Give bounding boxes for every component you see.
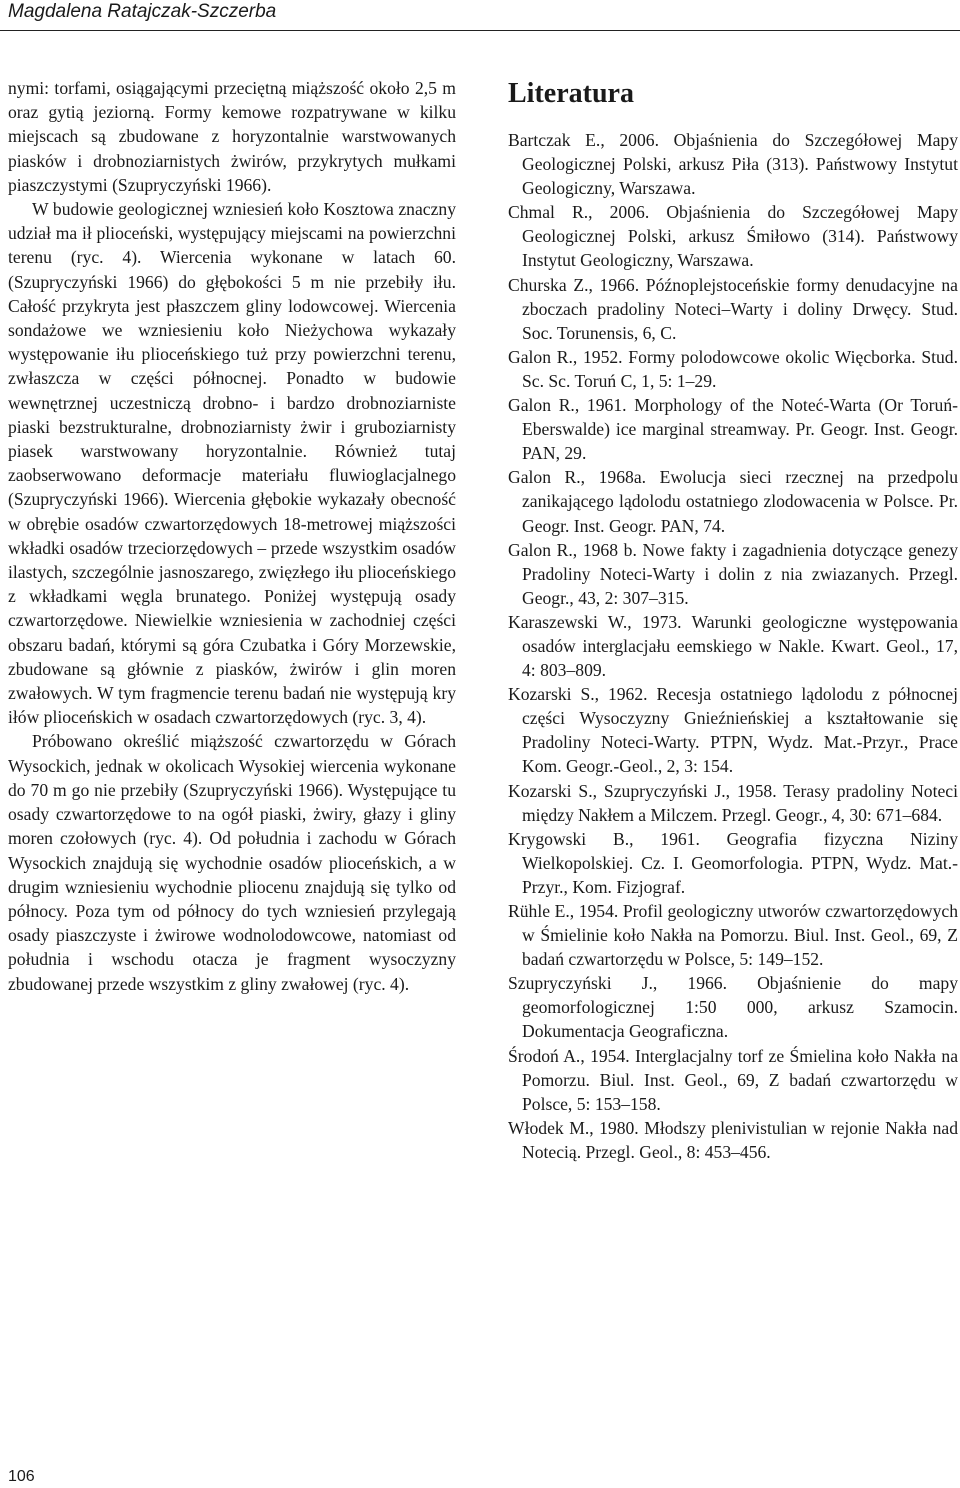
reference-item: Karaszewski W., 1973. Warunki geologiczne występowania osadów interglacjału eemskiego w Nakle. Kwart. Geol., 17, 4: 803–809. <box>508 611 958 681</box>
reference-item: Bartczak E., 2006. Objaśnienia do Szczegółowej Mapy Geologicznej Polski, arkusz Piła (313). Państwowy Instytut Geologiczny, Warszawa. <box>508 130 958 199</box>
reference-item: Środoń A., 1954. Interglacjalny torf ze Śmielina koło Nakła na Pomorzu. Biul. Inst. Geol., 69, Z badań czwartorzędu w Polsce, 5: 153–158. <box>508 1045 958 1114</box>
reference-item: Szupryczyński J., 1966. Objaśnienie do mapy geomorfologicznej 1:50 000, arkusz Szamocin. Dokumentacja Geograficzna. <box>508 973 958 1042</box>
body-paragraph: W budowie geologicznej wzniesień koło Kosztowa znaczny udział ma ił plioceński, występujący miejscami na powierzchni terenu (ryc. 4). Wiercenia wykonane w latach 60. (Szupryczyński 1966) do głębokości 5 m nie przebiły iłu. Całość przykryta jest płaszczem gliny lodowcowej. Wiercenia sondażowe we wzniesieniu koło Nieżychowa wykazały występowanie iłu plioceńskiego tuż przy powierzchni terenu, zwłaszcza w części północnej. Ponadto w budowie wewnętrznej uczestniczą drobno- i bardzo drobnoziarniste piaski bezstrukturalne, drobnoziarnisty żwir i gruboziarnisty piasek warstwowany horyzontalnie. Również tutaj zaobserwowano deformacje materiału fluwioglacjalnego (Szupryczyński 1966). Wiercenia głębokie wykazały obecność w obrębie osadów czwartorzędowych 18-metrowej miąższości wkładki osadów trzeciorzędowych – przede wszystkim osadów ilastych, szczególnie jasnoszarego, zwięzłego iłu plioceńskiego z wkładkami węgla brunatego. Poniżej występują osady czwartorzędowe. Niewielkie wzniesienia w zachodniej części obszaru badań, którymi są góra Czubatka i Góry Morzewskie, zbudowane są głównie z piasków, żwirów i glin moren zwałowych. W tym fragmencie terenu badań nie występują kry iłów plioceńskich w osadach czwartorzędowych (ryc. 3, 4). <box>8 199 456 728</box>
reference-item: Włodek M., 1980. Młodszy plenivistulian w rejonie Nakła nad Notecią. Przegl. Geol., 8: 453–456. <box>508 1117 958 1162</box>
reference-item: Krygowski B., 1961. Geografia fizyczna Niziny Wielkopolskiej. Cz. I. Geomorfologia. PTPN, Wydz. Mat.-Przyr., Kom. Fizjograf. <box>508 828 958 897</box>
reference-item: Churska Z., 1966. Późnoplejstoceńskie formy denudacyjne na zboczach pradoliny Noteci–Warty i doliny Drwęcy. Stud. Soc. Torunensis, 6, C. <box>508 274 958 343</box>
body-paragraph: Próbowano określić miąższość czwartorzędu w Górach Wysockich, jednak w okolicach Wysokiej wiercenia wykonane do 70 m go nie przebiły (Szupryczyński 1966). Występujące tu osady czwartorzędowe to na ogół piaski, żwiry, głazy i gliny moren czołowych (ryc. 4). Od południa i zachodu w Górach Wysockich znajdują się wychodnie osadów plioceńskich, a w drugim wzniesieniu wychodnie pliocenu znajdują się tylko od północy. Poza tym od północy do tych wzniesień przylegają osady piaszczyste i żwirowe wodnolodowcowe, natomiast od południa i wschodu otacza je fragment wysoczyzny zbudowanej przede wszystkim z gliny zwałowej (ryc. 4). <box>8 731 456 994</box>
header-rule <box>0 30 960 31</box>
reference-item: Kozarski S., 1962. Recesja ostatniego lądolodu z północnej części Wysoczyzny Gnieźnieńskiej a kształtowanie się Pradoliny Noteci-Warty. PTPN, Wydz. Mat.-Przyr., Prace Kom. Geogr.-Geol., 2, 3: 154. <box>508 684 958 777</box>
reference-item: Galon R., 1968 b. Nowe fakty i zagadnienia dotyczące genezy Pradoliny Noteci-Warty i dolin z nia zwiazanych. Przegl. Geogr., 43, 2: 307–315. <box>508 539 958 608</box>
body-text-column <box>8 76 456 996</box>
reference-item: Chmal R., 2006. Objaśnienia do Szczegółowej Mapy Geologicznej Polski, arkusz Śmiłowo (314). Państwowy Instytut Geologiczny, Warszawa. <box>508 202 958 271</box>
running-head: Magdalena Ratajczak-Szczerba <box>8 1 277 22</box>
reference-item: Galon R., 1952. Formy polodowcowe okolic Więcborka. Stud. Sc. Sc. Toruń C, 1, 5: 1–29. <box>508 346 958 391</box>
body-paragraph: nymi: torfami, osiągającymi przeciętną miąższość około 2,5 m oraz gytią jeziorną. Formy kemowe rozpatrywane w kilku miejscach są zbudowane z horyzontalnie warstwowanych piasków i drobnoziarnistych żwirów, przykrytych mułkami piaszczystymi (Szupryczyński 1966). <box>8 78 456 195</box>
reference-item: Galon R., 1961. Morphology of the Noteć-Warta (Or Toruń-Eberswalde) ice marginal streamway. Pr. Geogr. Inst. Geogr. PAN, 29. <box>508 395 958 464</box>
reference-item: Kozarski S., Szupryczyński J., 1958. Terasy pradoliny Noteci między Nakłem a Milczem. Przegl. Geogr., 4, 30: 671–684. <box>508 780 958 825</box>
literature-column <box>508 78 958 1164</box>
reference-item: Galon R., 1968a. Ewolucja sieci rzecznej na przedpolu zanikającego lądolodu ostatniego zlodowacenia w Polsce. Pr. Geogr. Inst. Geogr. PAN, 74. <box>508 467 958 536</box>
page-number: 106 <box>8 1468 35 1485</box>
reference-item: Rühle E., 1954. Profil geologiczny utworów czwartorzędowych w Śmielinie koło Nakła na Pomorzu. Biul. Inst. Geol., 69, Z badań czwartorzędu w Polsce, 5: 149–152. <box>508 901 958 970</box>
literature-heading: Literatura <box>508 78 634 109</box>
